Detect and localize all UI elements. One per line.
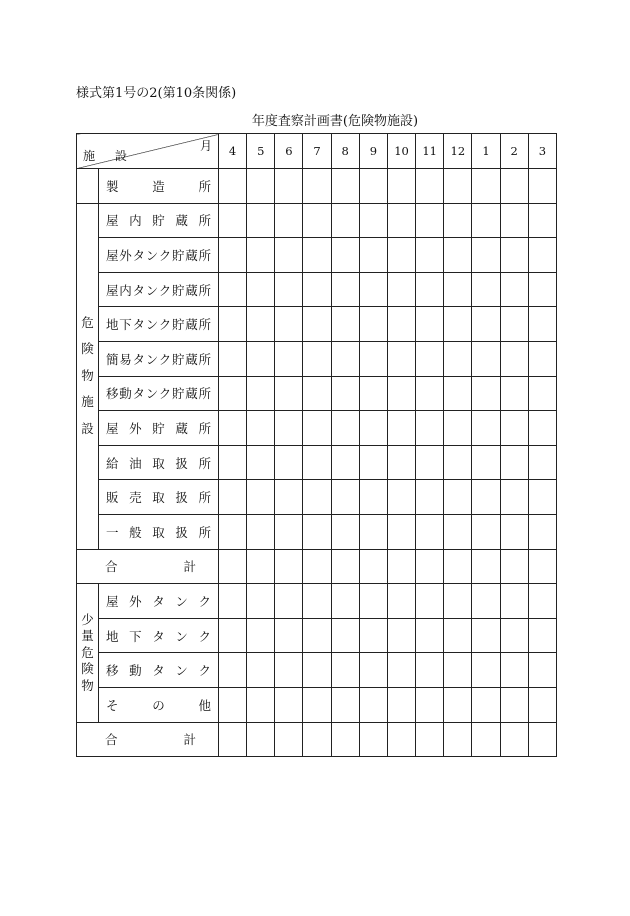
plan-cell[interactable] [472, 238, 500, 273]
row-label: 屋内タンク貯蔵所 [99, 272, 219, 307]
plan-cell[interactable] [247, 618, 275, 653]
month-col: 6 [275, 134, 303, 169]
month-col: 7 [303, 134, 331, 169]
month-col: 3 [528, 134, 556, 169]
plan-cell[interactable] [387, 376, 415, 411]
plan-cell[interactable] [387, 687, 415, 722]
total-row [77, 722, 557, 757]
month-col: 2 [500, 134, 528, 169]
plan-cell[interactable] [247, 584, 275, 619]
plan-cell[interactable] [528, 341, 556, 376]
plan-cell[interactable] [528, 618, 556, 653]
plan-cell[interactable] [331, 653, 359, 688]
group-char: 険 [81, 341, 94, 357]
plan-cell[interactable] [444, 203, 472, 238]
plan-cell[interactable] [219, 687, 247, 722]
plan-cell[interactable] [219, 169, 247, 204]
plan-cell[interactable] [331, 203, 359, 238]
plan-cell[interactable] [247, 272, 275, 307]
plan-cell[interactable] [275, 411, 303, 446]
plan-cell[interactable] [528, 584, 556, 619]
plan-cell[interactable] [387, 169, 415, 204]
plan-cell[interactable] [331, 722, 359, 757]
plan-cell[interactable] [331, 445, 359, 480]
plan-cell[interactable] [275, 445, 303, 480]
plan-cell[interactable] [472, 480, 500, 515]
plan-cell[interactable] [500, 653, 528, 688]
plan-cell[interactable] [359, 653, 387, 688]
plan-cell[interactable] [472, 307, 500, 342]
plan-cell[interactable] [387, 653, 415, 688]
plan-cell[interactable] [247, 376, 275, 411]
group-char: 険 [81, 661, 94, 677]
plan-cell[interactable] [500, 238, 528, 273]
plan-cell[interactable] [219, 307, 247, 342]
facility-header-label: 施 設 [83, 149, 135, 163]
table-row [77, 203, 557, 238]
plan-cell[interactable] [331, 618, 359, 653]
plan-cell[interactable] [303, 722, 331, 757]
plan-cell[interactable] [303, 272, 331, 307]
row-label: 移動タンク貯蔵所 [99, 376, 219, 411]
group-char: 量 [81, 628, 94, 644]
plan-cell[interactable] [387, 203, 415, 238]
plan-cell[interactable] [331, 307, 359, 342]
row-label: 地 下 タ ン ク [99, 618, 219, 653]
table-row [77, 376, 557, 411]
plan-cell[interactable] [444, 445, 472, 480]
plan-cell[interactable] [219, 376, 247, 411]
month-header-label: 月 [199, 139, 212, 153]
plan-cell[interactable] [219, 549, 247, 584]
plan-cell[interactable] [219, 272, 247, 307]
plan-cell[interactable] [331, 514, 359, 549]
plan-cell[interactable] [416, 653, 444, 688]
plan-cell[interactable] [528, 411, 556, 446]
row-label: 屋 外 タ ン ク [99, 584, 219, 619]
plan-cell[interactable] [416, 549, 444, 584]
blank-group-cell [77, 169, 99, 204]
plan-cell[interactable] [416, 445, 444, 480]
plan-cell[interactable] [303, 445, 331, 480]
plan-cell[interactable] [416, 687, 444, 722]
plan-cell[interactable] [331, 169, 359, 204]
plan-cell[interactable] [303, 687, 331, 722]
plan-cell[interactable] [416, 307, 444, 342]
plan-cell[interactable] [247, 169, 275, 204]
month-col: 5 [247, 134, 275, 169]
plan-cell[interactable] [359, 341, 387, 376]
plan-cell[interactable] [500, 480, 528, 515]
month-col: 11 [416, 134, 444, 169]
plan-cell[interactable] [275, 653, 303, 688]
plan-cell[interactable] [528, 307, 556, 342]
plan-cell[interactable] [387, 238, 415, 273]
total-label: 合 計 [77, 722, 219, 757]
plan-cell[interactable] [303, 169, 331, 204]
plan-cell[interactable] [219, 722, 247, 757]
row-label: 製 造 所 [99, 169, 219, 204]
plan-cell[interactable] [303, 238, 331, 273]
plan-cell[interactable] [387, 549, 415, 584]
table-row [77, 341, 557, 376]
plan-cell[interactable] [444, 549, 472, 584]
plan-cell[interactable] [472, 722, 500, 757]
table-row [77, 272, 557, 307]
plan-cell[interactable] [275, 272, 303, 307]
row-label: 屋 外 貯 蔵 所 [99, 411, 219, 446]
plan-cell[interactable] [275, 376, 303, 411]
plan-cell[interactable] [387, 307, 415, 342]
plan-cell[interactable] [247, 480, 275, 515]
group-char: 物 [81, 367, 94, 383]
table-row [77, 653, 557, 688]
plan-cell[interactable] [416, 618, 444, 653]
plan-cell[interactable] [247, 307, 275, 342]
plan-cell[interactable] [500, 722, 528, 757]
plan-cell[interactable] [247, 549, 275, 584]
plan-cell[interactable] [500, 307, 528, 342]
plan-cell[interactable] [303, 653, 331, 688]
plan-cell[interactable] [444, 653, 472, 688]
plan-cell[interactable] [444, 272, 472, 307]
plan-cell[interactable] [303, 618, 331, 653]
row-label: 屋外タンク貯蔵所 [99, 238, 219, 273]
plan-cell[interactable] [219, 238, 247, 273]
plan-cell[interactable] [444, 722, 472, 757]
plan-cell[interactable] [444, 307, 472, 342]
plan-cell[interactable] [500, 687, 528, 722]
plan-cell[interactable] [472, 341, 500, 376]
plan-cell[interactable] [247, 445, 275, 480]
plan-cell[interactable] [303, 307, 331, 342]
plan-cell[interactable] [528, 376, 556, 411]
plan-cell[interactable] [444, 411, 472, 446]
plan-cell[interactable] [528, 549, 556, 584]
plan-cell[interactable] [528, 445, 556, 480]
table-row [77, 584, 557, 619]
plan-cell[interactable] [247, 514, 275, 549]
plan-cell[interactable] [528, 514, 556, 549]
plan-cell[interactable] [528, 480, 556, 515]
plan-cell[interactable] [387, 445, 415, 480]
plan-cell[interactable] [416, 722, 444, 757]
plan-cell[interactable] [472, 169, 500, 204]
row-label: 移 動 タ ン ク [99, 653, 219, 688]
plan-cell[interactable] [472, 445, 500, 480]
plan-cell[interactable] [500, 514, 528, 549]
plan-cell[interactable] [303, 341, 331, 376]
plan-cell[interactable] [275, 722, 303, 757]
plan-cell[interactable] [359, 169, 387, 204]
small-quantity-group-label [77, 584, 99, 722]
row-label: 地下タンク貯蔵所 [99, 307, 219, 342]
plan-cell[interactable] [247, 653, 275, 688]
row-label: 一 般 取 扱 所 [99, 514, 219, 549]
plan-cell[interactable] [387, 272, 415, 307]
plan-cell[interactable] [444, 376, 472, 411]
plan-cell[interactable] [500, 376, 528, 411]
plan-cell[interactable] [247, 687, 275, 722]
plan-cell[interactable] [247, 238, 275, 273]
plan-cell[interactable] [219, 341, 247, 376]
plan-cell[interactable] [500, 272, 528, 307]
group-char: 物 [81, 677, 94, 693]
plan-cell[interactable] [416, 514, 444, 549]
group-char: 設 [81, 420, 94, 436]
plan-cell[interactable] [359, 514, 387, 549]
plan-cell[interactable] [359, 480, 387, 515]
plan-cell[interactable] [247, 722, 275, 757]
plan-cell[interactable] [500, 411, 528, 446]
plan-cell[interactable] [219, 480, 247, 515]
plan-cell[interactable] [472, 376, 500, 411]
plan-cell[interactable] [416, 341, 444, 376]
plan-cell[interactable] [416, 584, 444, 619]
plan-cell[interactable] [416, 376, 444, 411]
group-char: 少 [81, 611, 94, 627]
plan-cell[interactable] [500, 584, 528, 619]
plan-cell[interactable] [528, 169, 556, 204]
plan-cell[interactable] [359, 618, 387, 653]
row-label: 販 売 取 扱 所 [99, 480, 219, 515]
plan-cell[interactable] [500, 341, 528, 376]
plan-cell[interactable] [472, 514, 500, 549]
plan-cell[interactable] [359, 376, 387, 411]
plan-cell[interactable] [275, 203, 303, 238]
plan-cell[interactable] [444, 584, 472, 619]
plan-cell[interactable] [359, 584, 387, 619]
plan-cell[interactable] [331, 238, 359, 273]
plan-cell[interactable] [387, 514, 415, 549]
plan-cell[interactable] [472, 272, 500, 307]
plan-cell[interactable] [359, 411, 387, 446]
plan-cell[interactable] [528, 272, 556, 307]
plan-cell[interactable] [219, 203, 247, 238]
plan-cell[interactable] [444, 618, 472, 653]
plan-cell[interactable] [416, 203, 444, 238]
plan-cell[interactable] [500, 618, 528, 653]
plan-cell[interactable] [275, 169, 303, 204]
month-col: 8 [331, 134, 359, 169]
plan-cell[interactable] [444, 169, 472, 204]
plan-cell[interactable] [359, 272, 387, 307]
plan-cell[interactable] [472, 203, 500, 238]
plan-cell[interactable] [387, 341, 415, 376]
plan-cell[interactable] [444, 687, 472, 722]
plan-cell[interactable] [416, 238, 444, 273]
group-char: 危 [81, 644, 94, 660]
plan-cell[interactable] [500, 169, 528, 204]
plan-cell[interactable] [303, 514, 331, 549]
row-label: 給 油 取 扱 所 [99, 445, 219, 480]
table-row [77, 514, 557, 549]
document-title: 年度査察計画書(危険物施設) [251, 114, 419, 129]
plan-cell[interactable] [387, 411, 415, 446]
plan-cell[interactable] [416, 411, 444, 446]
table-row [77, 238, 557, 273]
plan-cell[interactable] [275, 514, 303, 549]
diagonal-header-cell [77, 134, 219, 169]
row-label: 屋 内 貯 蔵 所 [99, 203, 219, 238]
header-row [77, 134, 557, 169]
plan-cell[interactable] [387, 480, 415, 515]
plan-cell[interactable] [444, 341, 472, 376]
plan-cell[interactable] [359, 687, 387, 722]
group-char: 施 [81, 394, 94, 410]
plan-cell[interactable] [331, 411, 359, 446]
plan-cell[interactable] [303, 376, 331, 411]
table-row [77, 411, 557, 446]
plan-cell[interactable] [472, 618, 500, 653]
plan-cell[interactable] [219, 584, 247, 619]
plan-cell[interactable] [275, 687, 303, 722]
row-label: そ の 他 [99, 687, 219, 722]
month-col: 1 [472, 134, 500, 169]
row-label: 簡易タンク貯蔵所 [99, 341, 219, 376]
plan-cell[interactable] [331, 687, 359, 722]
plan-cell[interactable] [359, 238, 387, 273]
plan-cell[interactable] [444, 238, 472, 273]
plan-cell[interactable] [331, 584, 359, 619]
plan-cell[interactable] [387, 584, 415, 619]
plan-cell[interactable] [275, 618, 303, 653]
plan-cell[interactable] [219, 514, 247, 549]
hazard-facility-group-label [77, 203, 99, 549]
plan-cell[interactable] [247, 203, 275, 238]
month-col: 10 [387, 134, 415, 169]
table-row [77, 618, 557, 653]
plan-cell[interactable] [303, 480, 331, 515]
plan-cell[interactable] [528, 238, 556, 273]
plan-cell[interactable] [303, 411, 331, 446]
plan-cell[interactable] [219, 411, 247, 446]
plan-cell[interactable] [303, 203, 331, 238]
plan-cell[interactable] [472, 584, 500, 619]
plan-cell[interactable] [219, 618, 247, 653]
plan-cell[interactable] [331, 272, 359, 307]
plan-cell[interactable] [500, 203, 528, 238]
plan-cell[interactable] [500, 445, 528, 480]
month-col: 4 [219, 134, 247, 169]
plan-cell[interactable] [359, 445, 387, 480]
plan-cell[interactable] [219, 653, 247, 688]
plan-cell[interactable] [331, 376, 359, 411]
plan-cell[interactable] [275, 307, 303, 342]
total-row [77, 549, 557, 584]
plan-cell[interactable] [472, 653, 500, 688]
plan-cell[interactable] [331, 341, 359, 376]
plan-cell[interactable] [528, 203, 556, 238]
plan-cell[interactable] [387, 618, 415, 653]
plan-cell[interactable] [303, 584, 331, 619]
plan-cell[interactable] [247, 411, 275, 446]
plan-cell[interactable] [275, 238, 303, 273]
plan-cell[interactable] [444, 514, 472, 549]
plan-cell[interactable] [416, 169, 444, 204]
plan-cell[interactable] [275, 341, 303, 376]
month-col: 9 [359, 134, 387, 169]
plan-cell[interactable] [275, 584, 303, 619]
plan-cell[interactable] [275, 480, 303, 515]
plan-cell[interactable] [359, 307, 387, 342]
plan-cell[interactable] [472, 411, 500, 446]
form-number-label: 様式第1号の2(第10条関係) [76, 86, 237, 101]
table-row [77, 307, 557, 342]
plan-cell[interactable] [472, 549, 500, 584]
plan-cell[interactable] [500, 549, 528, 584]
plan-cell[interactable] [387, 722, 415, 757]
table-row [77, 687, 557, 722]
table-row [77, 169, 557, 204]
month-col: 12 [444, 134, 472, 169]
table-row [77, 480, 557, 515]
plan-cell[interactable] [528, 722, 556, 757]
plan-cell[interactable] [528, 687, 556, 722]
plan-cell[interactable] [247, 341, 275, 376]
plan-cell[interactable] [472, 687, 500, 722]
plan-cell[interactable] [528, 653, 556, 688]
table-row [77, 445, 557, 480]
plan-cell[interactable] [444, 480, 472, 515]
plan-cell[interactable] [303, 549, 331, 584]
plan-cell[interactable] [219, 445, 247, 480]
inspection-plan-table [76, 133, 557, 757]
plan-cell[interactable] [275, 549, 303, 584]
group-char: 危 [81, 314, 94, 330]
plan-cell[interactable] [359, 549, 387, 584]
plan-cell[interactable] [359, 722, 387, 757]
plan-cell[interactable] [331, 549, 359, 584]
plan-cell[interactable] [416, 480, 444, 515]
plan-cell[interactable] [359, 203, 387, 238]
plan-cell[interactable] [331, 480, 359, 515]
plan-cell[interactable] [416, 272, 444, 307]
total-label: 合 計 [77, 549, 219, 584]
